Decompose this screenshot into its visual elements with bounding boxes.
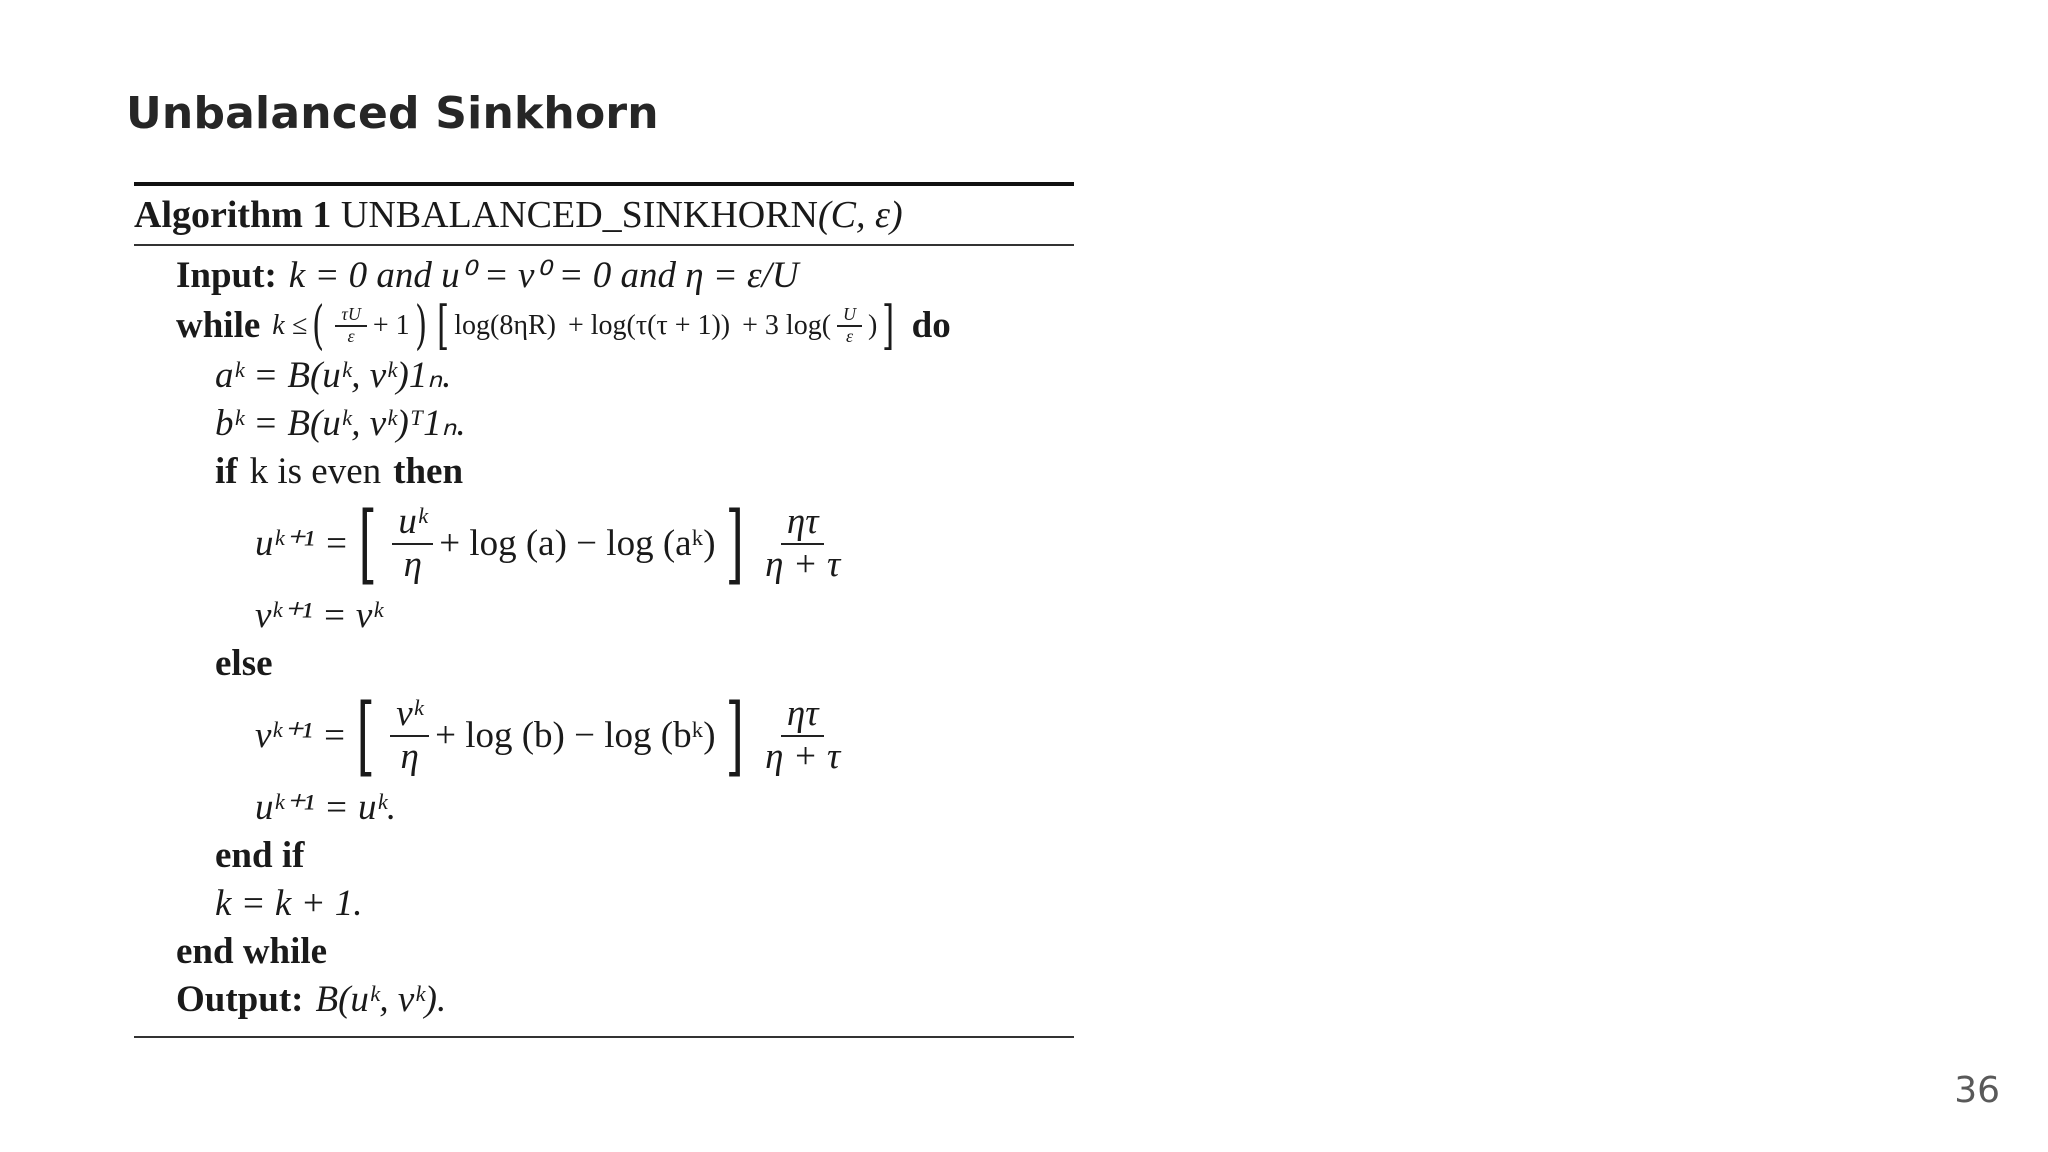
log-term-2: + log(τ(τ + 1)) [567, 310, 731, 341]
bracket-open-icon: [ [436, 296, 450, 356]
output-keyword: Output: [176, 979, 304, 1020]
u-keep-line [134, 784, 1074, 832]
frac-den: η + τ [765, 736, 841, 777]
output-text: B(uᵏ, vᵏ). [315, 979, 447, 1020]
page-number: 36 [1954, 1070, 2000, 1111]
end-if-line [134, 832, 1074, 880]
v-update-line [134, 688, 1074, 784]
frac-num: ητ [781, 502, 825, 545]
output-line [134, 976, 1074, 1024]
algorithm-args: (C, ε) [818, 194, 903, 236]
end-if-keyword: end if [215, 835, 305, 876]
v-keep: vᵏ⁺¹ = vᵏ [255, 595, 383, 636]
k-increment-line [134, 880, 1074, 928]
input-line [134, 252, 1074, 300]
frac-num: uᵏ [392, 502, 433, 545]
algorithm-label: Algorithm 1 [134, 194, 332, 236]
a-update-line [134, 352, 1074, 400]
algorithm-box [134, 182, 1074, 1038]
while-condition: k ≤ [272, 310, 308, 341]
k-increment: k = k + 1. [215, 883, 363, 924]
end-while-line [134, 928, 1074, 976]
v-bracket-mid: + log (b) − log (bᵏ) [435, 715, 716, 756]
u-update-line [134, 496, 1074, 592]
frac-den: ε [347, 326, 355, 346]
do-keyword: do [911, 305, 951, 346]
a-update: aᵏ = B(uᵏ, vᵏ)1ₙ. [215, 355, 452, 396]
bracket-close-icon: ] [725, 686, 744, 786]
frac-num: U [837, 305, 862, 327]
v-keep-line [134, 592, 1074, 640]
slide-title: Unbalanced Sinkhorn [126, 88, 659, 139]
u-bracket-mid: + log (a) − log (aᵏ) [439, 523, 716, 564]
log-term-3: + 3 log( [742, 310, 832, 341]
if-line [134, 448, 1074, 496]
frac-num: vᵏ [390, 694, 429, 737]
frac-num: ητ [781, 694, 825, 737]
end-while-keyword: end while [176, 931, 328, 972]
frac-den: ε [846, 326, 854, 346]
log-term-3-close: ) [868, 310, 878, 341]
bracket-close-icon: ] [882, 296, 895, 356]
algorithm-name: UNBALANCED_SINKHORN [340, 194, 818, 236]
log-term-1: log(8ηR) [454, 310, 556, 341]
bracket-open-icon: [ [358, 494, 377, 594]
u-over-eta [392, 502, 433, 585]
input-keyword: Input: [176, 255, 277, 296]
b-update: bᵏ = B(uᵏ, vᵏ)ᵀ1ₙ. [215, 403, 466, 444]
frac-den: η [403, 544, 422, 585]
plus-one: + 1 [372, 310, 410, 341]
b-update-line [134, 400, 1074, 448]
while-keyword: while [176, 305, 261, 346]
u-update-lhs: uᵏ⁺¹ = [255, 523, 349, 564]
u-over-eps [837, 305, 862, 347]
while-line [134, 296, 1074, 356]
if-keyword: if [215, 451, 238, 492]
else-keyword: else [215, 643, 273, 684]
frac-den: η + τ [765, 544, 841, 585]
algorithm-body [134, 246, 1074, 1036]
v-over-eta [390, 694, 429, 777]
paren-close-icon: ) [414, 296, 427, 356]
input-text: k = 0 and u⁰ = v⁰ = 0 and η = ε/U [288, 255, 799, 296]
frac-num: τU [335, 305, 366, 327]
u-keep: uᵏ⁺¹ = uᵏ. [255, 787, 397, 828]
eta-tau-fraction [759, 502, 846, 585]
bottom-rule [134, 1036, 1074, 1038]
v-update-lhs: vᵏ⁺¹ = [255, 715, 347, 756]
bracket-open-icon: [ [356, 686, 375, 786]
paren-open-icon: ( [312, 296, 325, 356]
bracket-close-icon: ] [725, 494, 744, 594]
tau-u-over-eps [335, 305, 366, 347]
if-condition: k is even [249, 451, 382, 492]
frac-den: η [400, 736, 419, 777]
eta-tau-fraction [759, 694, 846, 777]
algorithm-header [134, 186, 1074, 244]
then-keyword: then [393, 451, 464, 492]
else-line [134, 640, 1074, 688]
